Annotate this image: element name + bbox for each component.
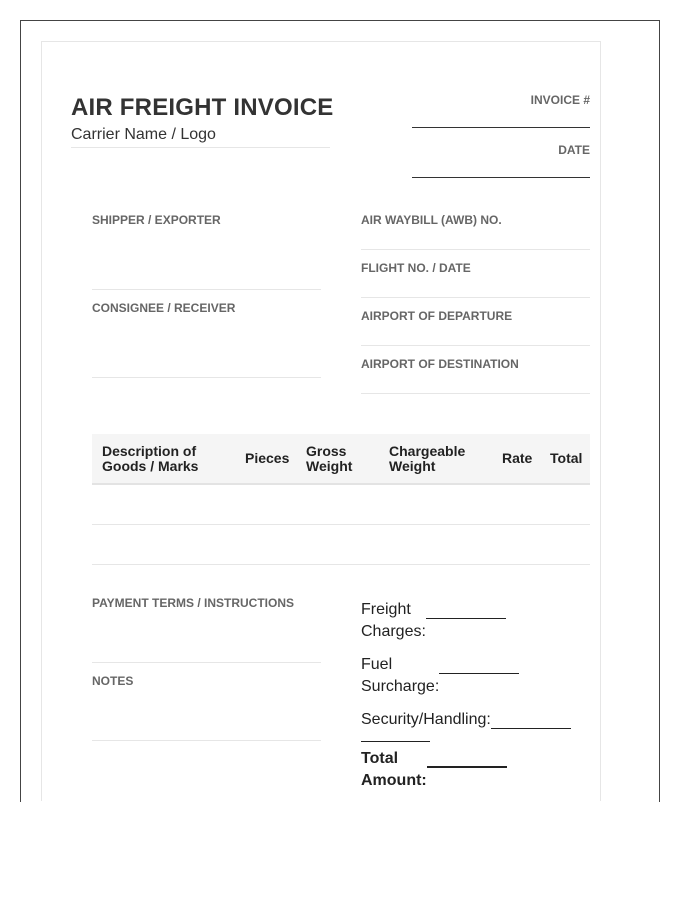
column-header-pieces: Pieces [245, 450, 290, 466]
freight-charges-label-line2: Charges: [361, 623, 426, 640]
invoice-number-field[interactable] [412, 127, 590, 128]
carrier-name-underline [71, 147, 330, 148]
security-handling-field[interactable] [491, 728, 571, 729]
total-amount-label-line2: Amount: [361, 772, 427, 789]
date-field[interactable] [412, 177, 590, 178]
freight-charges-label [361, 599, 426, 643]
column-header-rate: Rate [502, 450, 533, 466]
fuel-surcharge-field[interactable] [439, 673, 519, 674]
fuel-surcharge-label-line1: Fuel [361, 656, 393, 673]
carrier-name-logo: Carrier Name / Logo [71, 126, 216, 143]
total-amount-label [361, 748, 427, 792]
security-handling-field-continued[interactable] [361, 741, 430, 742]
flight-number-date-field[interactable] [361, 297, 590, 298]
invoice-title: AIR FREIGHT INVOICE [71, 94, 334, 121]
total-amount-label-line1: Total [361, 750, 399, 767]
invoice-number-label: INVOICE # [530, 93, 590, 107]
departure-airport-field[interactable] [361, 345, 590, 346]
column-header-description: Description of Goods / Marks [102, 443, 199, 474]
notes-field[interactable] [92, 740, 321, 741]
awb-number-label: AIR WAYBILL (AWB) NO. [361, 213, 502, 227]
security-handling-label: Security/Handling: [361, 711, 491, 728]
fuel-surcharge-label [361, 654, 439, 698]
fuel-surcharge-label-line2: Surcharge: [361, 678, 440, 695]
column-header-total: Total [550, 450, 583, 466]
departure-airport-label: AIRPORT OF DEPARTURE [361, 309, 513, 323]
date-label: DATE [558, 143, 590, 157]
consignee-receiver-field[interactable] [92, 377, 321, 378]
column-header-gross-weight: Gross Weight [306, 443, 353, 474]
notes-label: NOTES [92, 674, 134, 688]
awb-number-field[interactable] [361, 249, 590, 250]
payment-terms-field[interactable] [92, 662, 321, 663]
table-row[interactable] [92, 524, 590, 525]
destination-airport-field[interactable] [361, 393, 590, 394]
goods-table-header [92, 434, 590, 485]
destination-airport-label: AIRPORT OF DESTINATION [361, 357, 519, 371]
freight-charges-label-line1: Freight [361, 601, 411, 618]
shipper-exporter-field[interactable] [92, 289, 321, 290]
total-amount-field[interactable] [427, 766, 507, 768]
consignee-receiver-label: CONSIGNEE / RECEIVER [92, 301, 236, 315]
payment-terms-label: PAYMENT TERMS / INSTRUCTIONS [92, 596, 295, 610]
shipper-exporter-label: SHIPPER / EXPORTER [92, 213, 221, 227]
table-row[interactable] [92, 564, 590, 565]
flight-number-date-label: FLIGHT NO. / DATE [361, 261, 471, 275]
column-header-chargeable-weight: Chargeable Weight [389, 443, 466, 474]
freight-charges-field[interactable] [426, 618, 506, 619]
